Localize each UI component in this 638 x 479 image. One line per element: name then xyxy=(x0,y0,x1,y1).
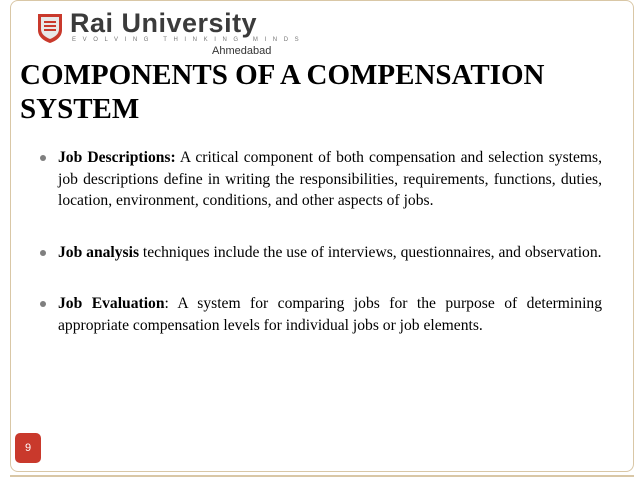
bullet-dot-icon xyxy=(40,301,46,307)
page-number: 9 xyxy=(24,442,32,454)
university-name: Rai University xyxy=(70,8,258,38)
bullet-text: A critical component of both compensation and selection systems, job descriptions define in writing the responsibilities, requirements, functions, duties, location, environment, conditions, and other aspects of jobs. xyxy=(58,149,602,209)
bullet-term: Job Descriptions: xyxy=(58,149,176,166)
university-tagline: EVOLVING THINKING MINDS xyxy=(72,37,306,43)
bullet-dot-icon xyxy=(40,250,46,256)
bullet-item xyxy=(38,293,602,336)
campus-name: Ahmedabad xyxy=(212,45,272,57)
bullet-text: : A system for comparing jobs for the purpose of determining appropriate compensation levels for individual jobs or job elements. xyxy=(58,295,602,334)
bullet-list xyxy=(38,147,602,336)
bullet-dot-icon xyxy=(40,155,46,161)
slide-title: COMPONENTS OF A COMPENSATION SYSTEM xyxy=(20,59,545,125)
frame-bottom-rule xyxy=(10,475,634,477)
bullet-item xyxy=(38,147,602,212)
bullet-term: Job Evaluation xyxy=(58,295,165,312)
university-seal-icon xyxy=(36,12,64,44)
bullet-item xyxy=(38,242,602,264)
university-logo xyxy=(36,4,306,57)
bullet-text: techniques include the use of interviews, questionnaires, and observation. xyxy=(139,243,602,261)
bullet-term: Job analysis xyxy=(58,243,140,261)
page-number-badge xyxy=(15,433,41,463)
